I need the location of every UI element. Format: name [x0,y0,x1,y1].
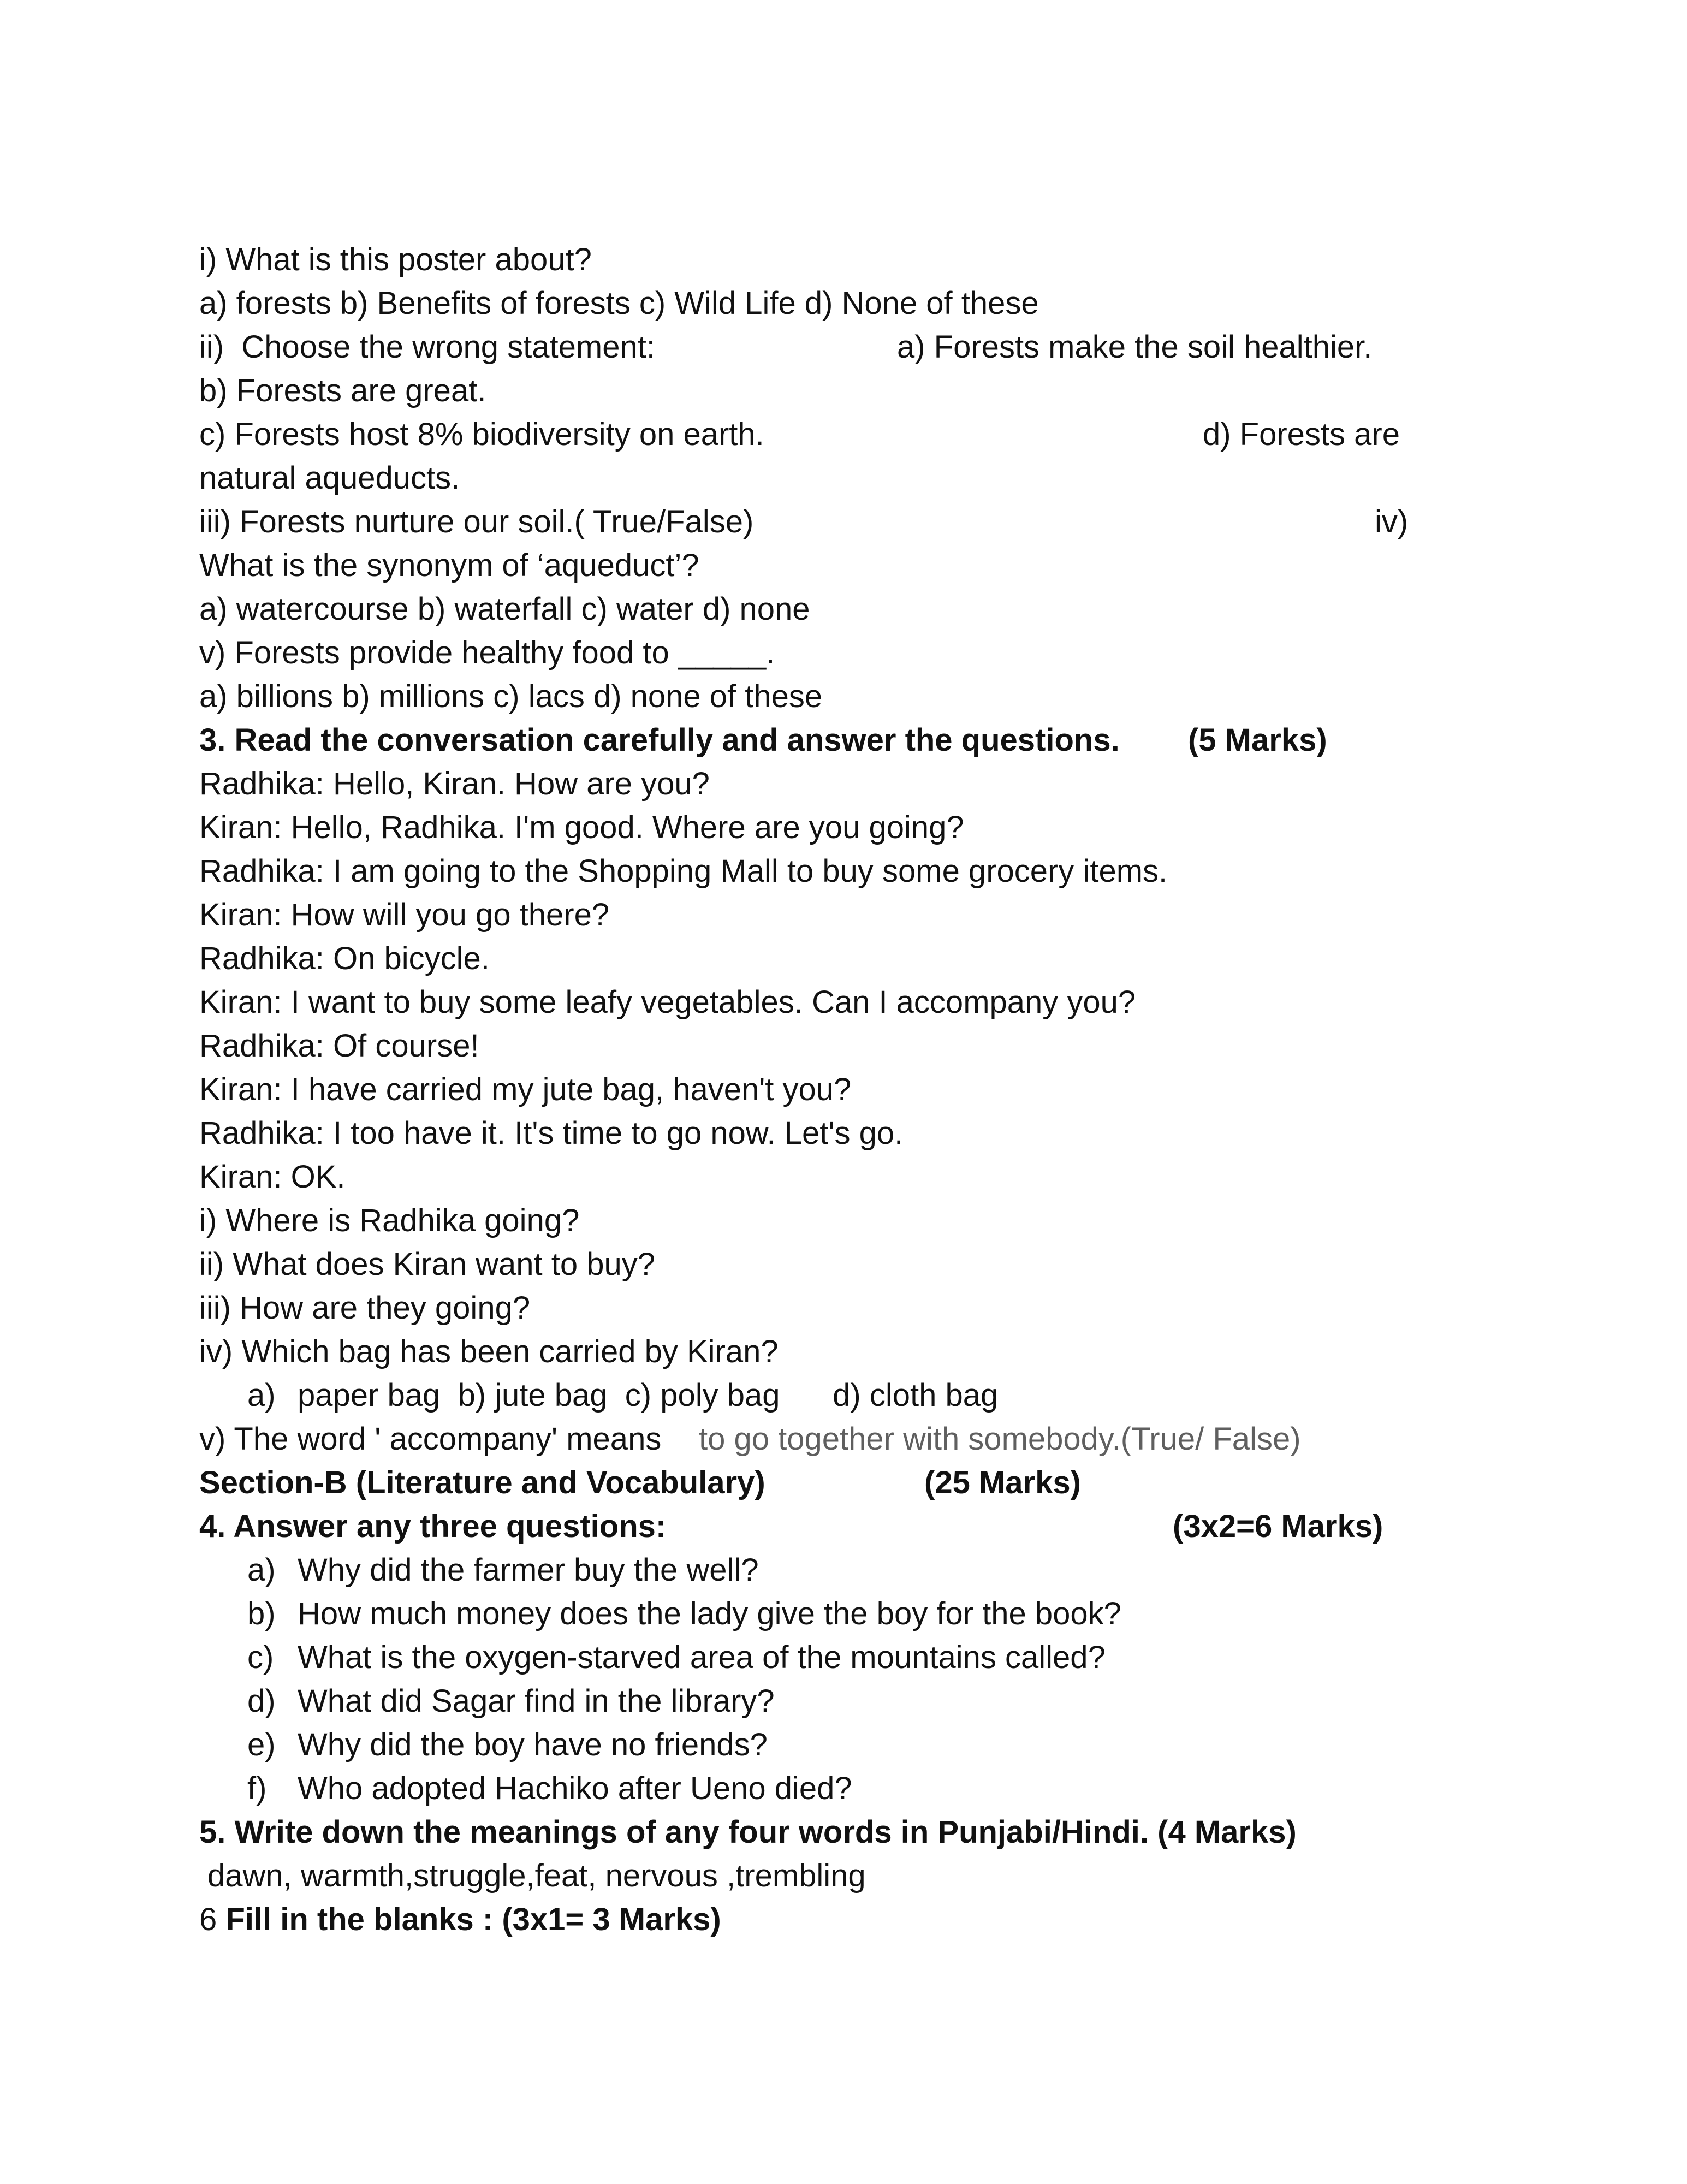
option-letter: b) [247,1596,276,1631]
dialogue-line: Radhika: Of course! [199,1028,479,1064]
option-letter: a) [247,1378,276,1413]
heading-q3-conversation: 3. Read the conversation carefully and answer the questions. [199,722,1120,758]
options-synonym: a) watercourse b) waterfall c) water d) none [199,591,810,627]
q6-title: Fill in the blanks : (3x1= 3 Marks) [225,1902,721,1937]
option-a-soil: a) Forests make the soil healthier. [897,329,1373,365]
marks-q4: (3x2=6 Marks) [1173,1509,1383,1544]
dialogue-line: Kiran: I want to buy some leafy vegetables. Can I accompany you? [199,984,1136,1020]
question-item: iv) Which bag has been carried by Kiran? [199,1334,779,1369]
question-v-food: v) Forests provide healthy food to _____. [199,635,775,670]
q4-option: Why did the farmer buy the well? [298,1552,759,1588]
dialogue-line: Radhika: I too have it. It's time to go now. Let's go. [199,1115,904,1151]
question-v-accompany: v) The word ' accompany' means [199,1421,662,1457]
section-b-marks: (25 Marks) [924,1465,1081,1500]
q4-option: What is the oxygen-starved area of the mountains called? [298,1640,1106,1675]
dialogue-line: Kiran: OK. [199,1159,346,1195]
option-letter: f) [247,1771,267,1806]
q4-option: Why did the boy have no friends? [298,1727,768,1762]
dialogue-line: Kiran: Hello, Radhika. I'm good. Where are you going? [199,810,964,845]
option-letter: c) [247,1640,274,1675]
word-list: dawn, warmth,struggle,feat, nervous ,trembling [207,1858,866,1894]
bag-options: paper bag b) jute bag c) poly bag d) cloth bag [298,1378,999,1413]
question-i-poster: i) What is this poster about? [199,242,592,277]
options-food: a) billions b) millions c) lacs d) none of these [199,679,823,714]
dialogue-line: Radhika: Hello, Kiran. How are you? [199,766,710,802]
question-iv-synonym: What is the synonym of ‘aqueduct’? [199,548,699,583]
dialogue-line: Kiran: I have carried my jute bag, haven't you? [199,1072,852,1107]
q6-number: 6 [199,1902,217,1937]
accompany-meaning: to go together with somebody.(True/ False) [699,1421,1301,1457]
option-c-biodiversity: c) Forests host 8% biodiversity on earth. [199,417,764,452]
dialogue-line: Radhika: I am going to the Shopping Mall to buy some grocery items. [199,853,1168,889]
options-poster: a) forests b) Benefits of forests c) Wild Life d) None of these [199,286,1039,321]
dialogue-line: Kiran: How will you go there? [199,897,610,933]
heading-q6 [199,1898,721,1942]
q4-option: What did Sagar find in the library? [298,1683,775,1719]
section-b-heading: Section-B (Literature and Vocabulary) [199,1465,765,1500]
option-b-great: b) Forests are great. [199,373,486,408]
option-letter: e) [247,1727,276,1762]
option-d-aqueducts: d) Forests are [1203,417,1400,452]
question-item: i) Where is Radhika going? [199,1203,580,1238]
dialogue-line: Radhika: On bicycle. [199,941,490,976]
option-d-continued: natural aqueducts. [199,460,460,496]
q4-option: How much money does the lady give the boy for the book? [298,1596,1121,1631]
question-iv-label: iv) [1375,504,1409,539]
heading-q4: 4. Answer any three questions: [199,1509,667,1544]
question-iii-soil: iii) Forests nurture our soil.( True/False) [199,504,754,539]
heading-q5: 5. Write down the meanings of any four words in Punjabi/Hindi. (4 Marks) [199,1814,1297,1850]
question-item: ii) What does Kiran want to buy? [199,1247,655,1282]
option-letter: d) [247,1683,276,1719]
marks-q3: (5 Marks) [1188,722,1327,758]
q4-option: Who adopted Hachiko after Ueno died? [298,1771,852,1806]
question-item: iii) How are they going? [199,1290,531,1326]
option-letter: a) [247,1552,276,1588]
question-ii-wrong-statement: ii) Choose the wrong statement: [199,329,655,365]
